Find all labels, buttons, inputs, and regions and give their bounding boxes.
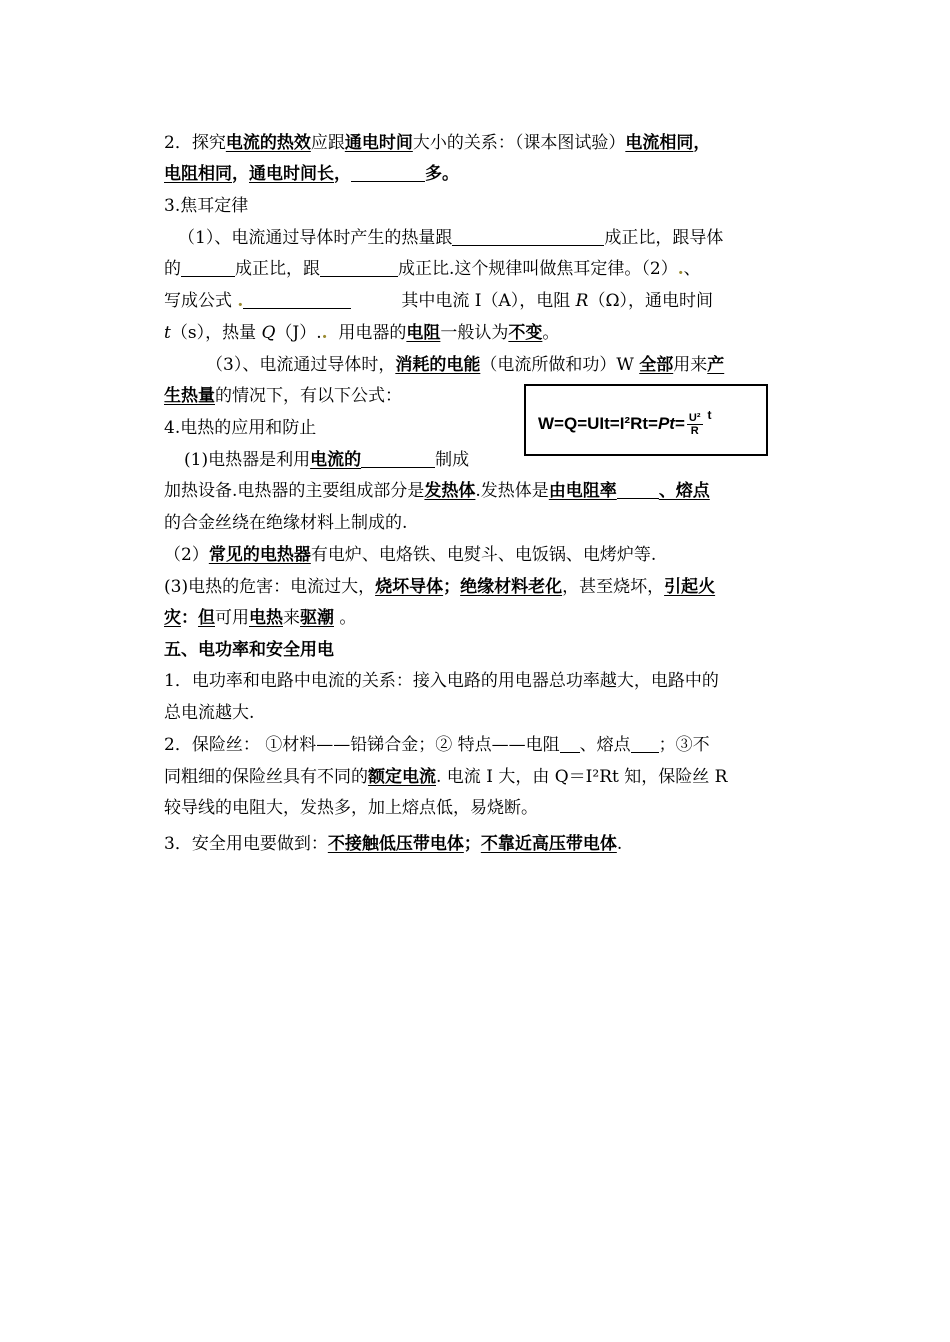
blank [617, 480, 659, 499]
s5-p2-line-2: 同粗细的保险丝具有不同的额定电流. 电流 I 大，由 Q＝I²Rt 知，保险丝 R [164, 767, 728, 787]
s5-title: 五、电功率和安全用电 [164, 640, 334, 660]
s5-p1-line-2: 总电流越大. [164, 703, 255, 723]
s3-line-3: 写成公式 . 其中电流 I（A），电阻 R（Ω），通电时间 [164, 291, 714, 311]
blank [320, 258, 398, 277]
s5-p3-line: 3．安全用电要做到：不接触低压带电体；不靠近高压带电体. [164, 834, 623, 854]
blank [351, 163, 425, 182]
s4-line-4: （2）常见的电热器有电炉、电烙铁、电熨斗、电饭锅、电烤炉等. [164, 545, 657, 565]
s3-line-2: 的 成正比，跟 成正比.这个规律叫做焦耳定律。（2）.、 [164, 259, 701, 279]
blank [560, 734, 580, 753]
formula-box [524, 384, 768, 456]
blank [361, 449, 435, 468]
s4-title: 4.电热的应用和防止 [164, 418, 317, 438]
blank [631, 734, 659, 753]
s4-line-1: (1)电热器是利用电流的 制成 [184, 450, 470, 470]
s3-line-1: （1）、电流通过导体时产生的热量跟 成正比，跟导体 [178, 228, 724, 248]
s3-line-6: 生热量的情况下，有以下公式： [164, 386, 402, 406]
blank [181, 258, 235, 277]
s5-p1-line-1: 1．电功率和电路中电流的关系：接入电路的用电器总功率越大，电路中的 [164, 671, 719, 691]
s4-line-6: 灾：但可用电热来驱潮 。 [164, 608, 357, 628]
s3-title: 3.焦耳定律 [164, 196, 249, 216]
blank [452, 227, 604, 246]
s2-line-1: 2．探究电流的热效应跟通电时间大小的关系：（课本图试验）电流相同， [164, 133, 711, 153]
s3-line-4: t（s），热量 Q（J）.. 用电器的电阻一般认为不变。 [164, 323, 560, 343]
s4-line-2: 加热设备.电热器的主要组成部分是发热体.发热体是由电阻率 、熔点 [164, 481, 710, 501]
s5-p2-line-1: 2．保险丝： ①材料——铅锑合金；② 特点——电阻 、熔点 ；③不 [164, 735, 710, 755]
s5-p2-line-3: 较导线的电阻大，发热多，加上熔点低，易烧断。 [164, 798, 538, 818]
s3-line-5: （3）、电流通过导体时，消耗的电能（电流所做和功）W 全部用来产 [206, 355, 725, 375]
blank [243, 290, 351, 309]
formula-fraction: $\frac{\text{U²}}{R}$ [688, 412, 701, 438]
s4-line-3: 的合金丝绕在绝缘材料上制成的. [164, 513, 408, 533]
s2-line-2: 电阻相同，通电时间长， 多。 [164, 164, 459, 184]
joule-formula: W=Q=UIt=I²Rt=Pt= $\frac{\text{U²}}{R}$ $^t$ [538, 408, 712, 438]
s4-line-5: (3)电热的危害：电流过大，烧坏导体；绝缘材料老化，甚至烧坏，引起火 [164, 577, 716, 597]
